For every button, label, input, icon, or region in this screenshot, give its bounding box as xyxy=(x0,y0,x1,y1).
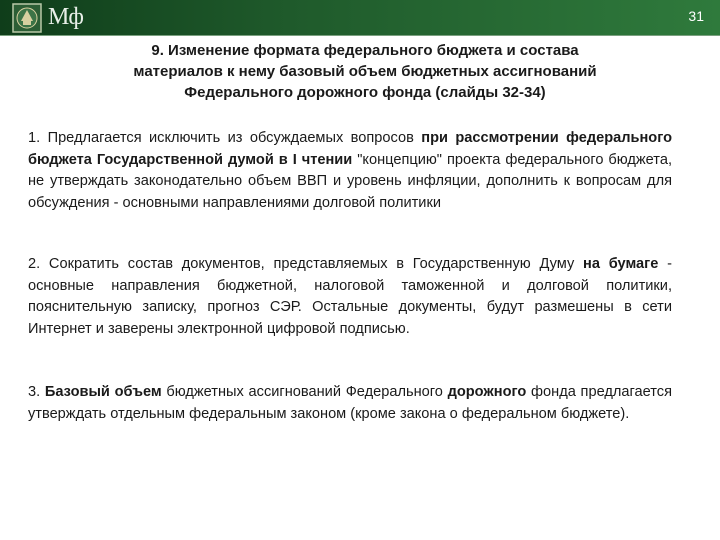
paragraph-3-text-c: бюджетных ассигнований Федерального xyxy=(161,384,448,400)
paragraph-3-bold-2: дорожного xyxy=(447,384,527,400)
paragraph-2-bold: на бумаге xyxy=(583,256,659,272)
title-line-3: Федерального дорожного фонда (слайды 32-34) xyxy=(184,84,546,101)
paragraph-2 xyxy=(28,254,672,340)
title-line-1: 9. Изменение формата федерального бюджета и состава xyxy=(151,42,579,59)
paragraph-1-text-c: "концепцию" проекта федерального бюджета, не утверждать законодательно объем ВВП и уровень инфляции, дополнить к вопросам для обсуждения - основными направлениями долговой политики xyxy=(28,151,672,211)
paragraph-1-bold: при рассмотрении федерального бюджета Государственной думой в I чтении xyxy=(28,130,672,168)
paragraph-3-bold-1: Базовый объем xyxy=(44,384,162,400)
ministry-emblem-icon xyxy=(10,1,44,35)
paragraph-1-text-a: 1. Предлагается исключить из обсуждаемых вопросов xyxy=(28,130,422,146)
logo-text: Мф xyxy=(48,4,83,30)
paragraph-2-text-a: 2. Сократить состав документов, представляемых в Государственную Думу xyxy=(28,256,584,272)
paragraph-1 xyxy=(28,128,672,214)
header-bar xyxy=(0,0,720,36)
paragraph-2-text-c: - основные направления бюджетной, налоговой таможенной и долговой политики, пояснительную записку, прогноз СЭР. Остальные документы, будут размешены в сети Интернет и заверены электронной цифровой подписью. xyxy=(28,256,672,337)
slide-title xyxy=(40,40,690,103)
paragraph-3-text-e: фонда предлагается утверждать отдельным федеральным законом (кроме закона о федеральном бюджете). xyxy=(28,384,672,422)
title-line-2: материалов к нему базовый объем бюджетных ассигнований xyxy=(133,63,597,80)
page-number: 31 xyxy=(688,8,704,24)
paragraph-3-text-a: 3. xyxy=(28,384,45,400)
paragraph-3 xyxy=(28,382,672,425)
